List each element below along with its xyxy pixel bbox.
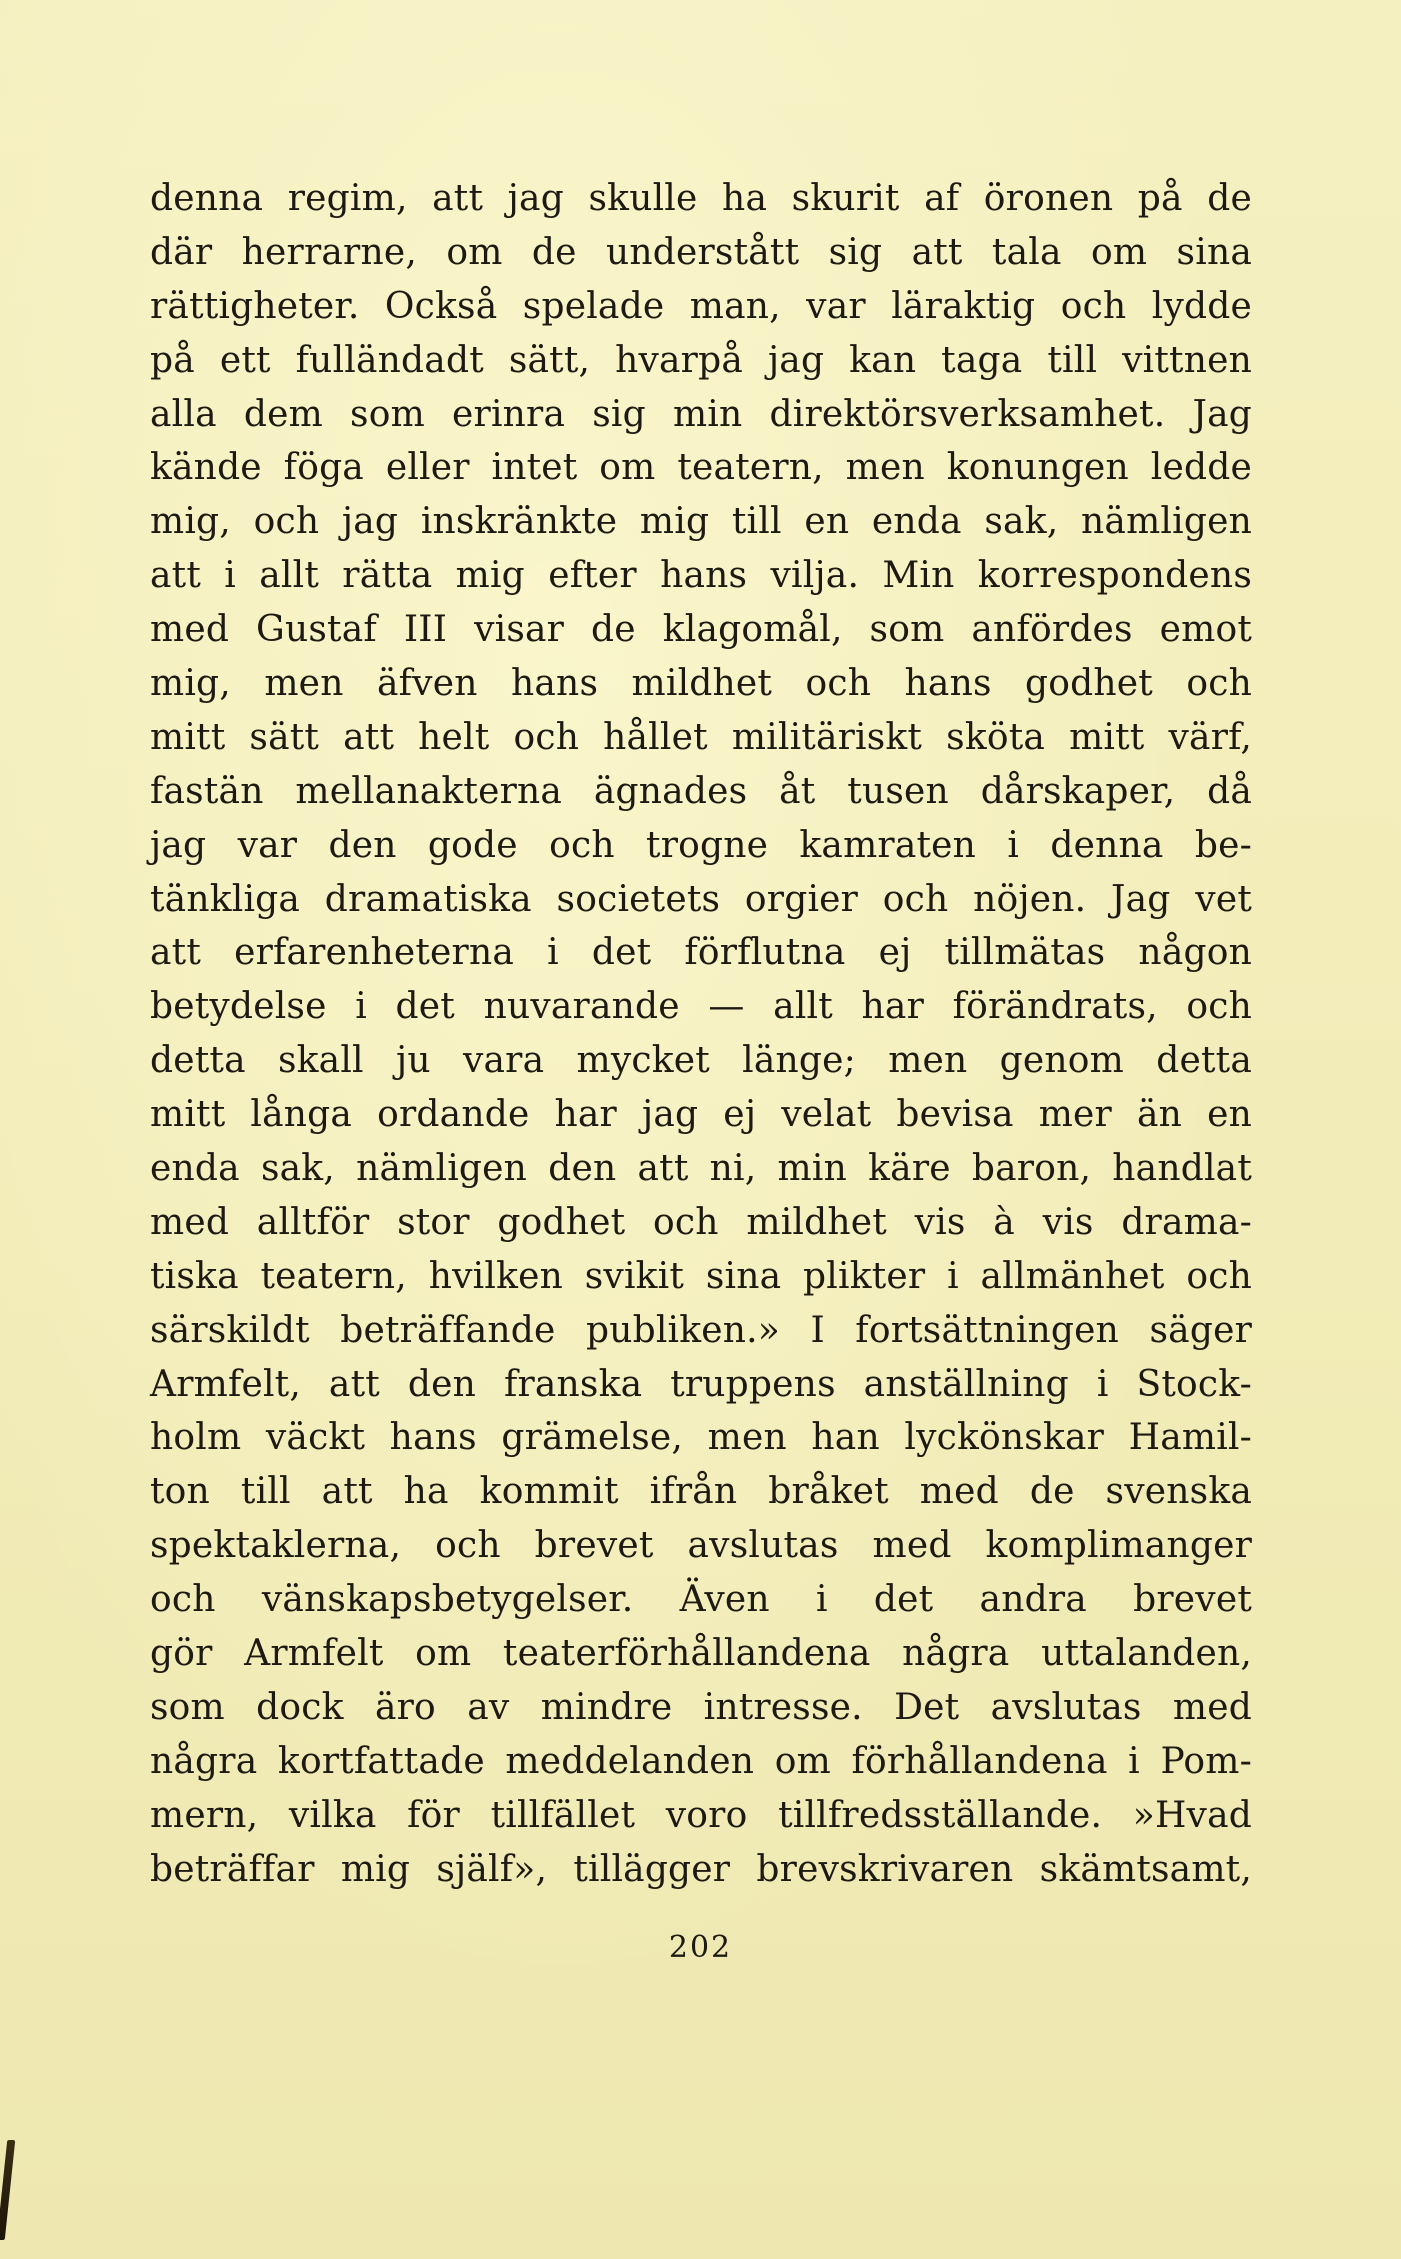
text-line: gör Armfelt om teaterförhållandena några uttalanden,	[150, 1633, 1252, 1675]
text-line: och vänskapsbetygelser. Även i det andra brevet	[150, 1579, 1252, 1621]
text-line: detta skall ju vara mycket länge; men genom detta	[150, 1040, 1252, 1082]
text-line: som dock äro av mindre intresse. Det avslutas med	[150, 1686, 1252, 1728]
text-line: med alltför stor godhet och mildhet vis à vis drama-	[150, 1201, 1252, 1243]
text-line: där herrarne, om de understått sig att tala om sina	[150, 231, 1252, 273]
text-line: mitt långa ordande har jag ej velat bevisa mer än en	[150, 1094, 1252, 1136]
text-line: jag var den gode och trogne kamraten i denna be-	[150, 824, 1252, 866]
text-line: betydelse i det nuvarande — allt har förändrats, och	[150, 986, 1252, 1028]
text-line: att i allt rätta mig efter hans vilja. Min korrespondens	[150, 555, 1252, 597]
text-line: alla dem som erinra sig min direktörsverksamhet. Jag	[150, 393, 1252, 435]
page-number: 202	[668, 1930, 733, 1965]
text-line: på ett fulländadt sätt, hvarpå jag kan taga till vittnen	[150, 339, 1252, 381]
text-line: mig, men äfven hans mildhet och hans godhet och	[150, 663, 1252, 705]
text-line: mitt sätt att helt och hållet militäriskt sköta mitt värf,	[150, 716, 1252, 758]
text-line: tiska teatern, hvilken svikit sina plikter i allmänhet och	[150, 1255, 1252, 1297]
text-line: rättigheter. Också spelade man, var läraktig och lydde	[150, 285, 1252, 327]
text-line: tänkliga dramatiska societets orgier och nöjen. Jag vet	[150, 878, 1252, 920]
binding-edge-mark	[0, 2140, 15, 2240]
text-line: några kortfattade meddelanden om förhållandena i Pom-	[150, 1740, 1252, 1782]
text-line: mern, vilka för tillfället voro tillfredsställande. »Hvad	[150, 1794, 1252, 1836]
text-line: denna regim, att jag skulle ha skurit af öronen på de	[150, 178, 1252, 219]
text-line: att erfarenheterna i det förflutna ej tillmätas någon	[150, 932, 1252, 974]
text-line: fastän mellanakterna ägnades åt tusen dårskaper, då	[150, 770, 1252, 812]
text-line: Armfelt, att den franska truppens anställning i Stock-	[150, 1363, 1252, 1405]
text-line: holm väckt hans grämelse, men han lyckönskar Hamil-	[150, 1417, 1252, 1459]
text-line: med Gustaf III visar de klagomål, som anfördes emot	[150, 609, 1252, 651]
text-line: enda sak, nämligen den att ni, min käre baron, handlat	[150, 1148, 1252, 1190]
body-text	[150, 172, 1252, 1897]
text-line: särskildt beträffande publiken.» I fortsättningen säger	[150, 1309, 1252, 1351]
text-line: spektaklerna, och brevet avslutas med komplimanger	[150, 1525, 1252, 1567]
text-line: kände föga eller intet om teatern, men konungen ledde	[150, 447, 1252, 489]
text-line: ton till att ha kommit ifrån bråket med de svenska	[150, 1471, 1252, 1513]
text-line: beträffar mig själf», tillägger brevskrivaren skämtsamt,	[150, 1848, 1252, 1890]
text-line: mig, och jag inskränkte mig till en enda sak, nämligen	[150, 501, 1252, 543]
